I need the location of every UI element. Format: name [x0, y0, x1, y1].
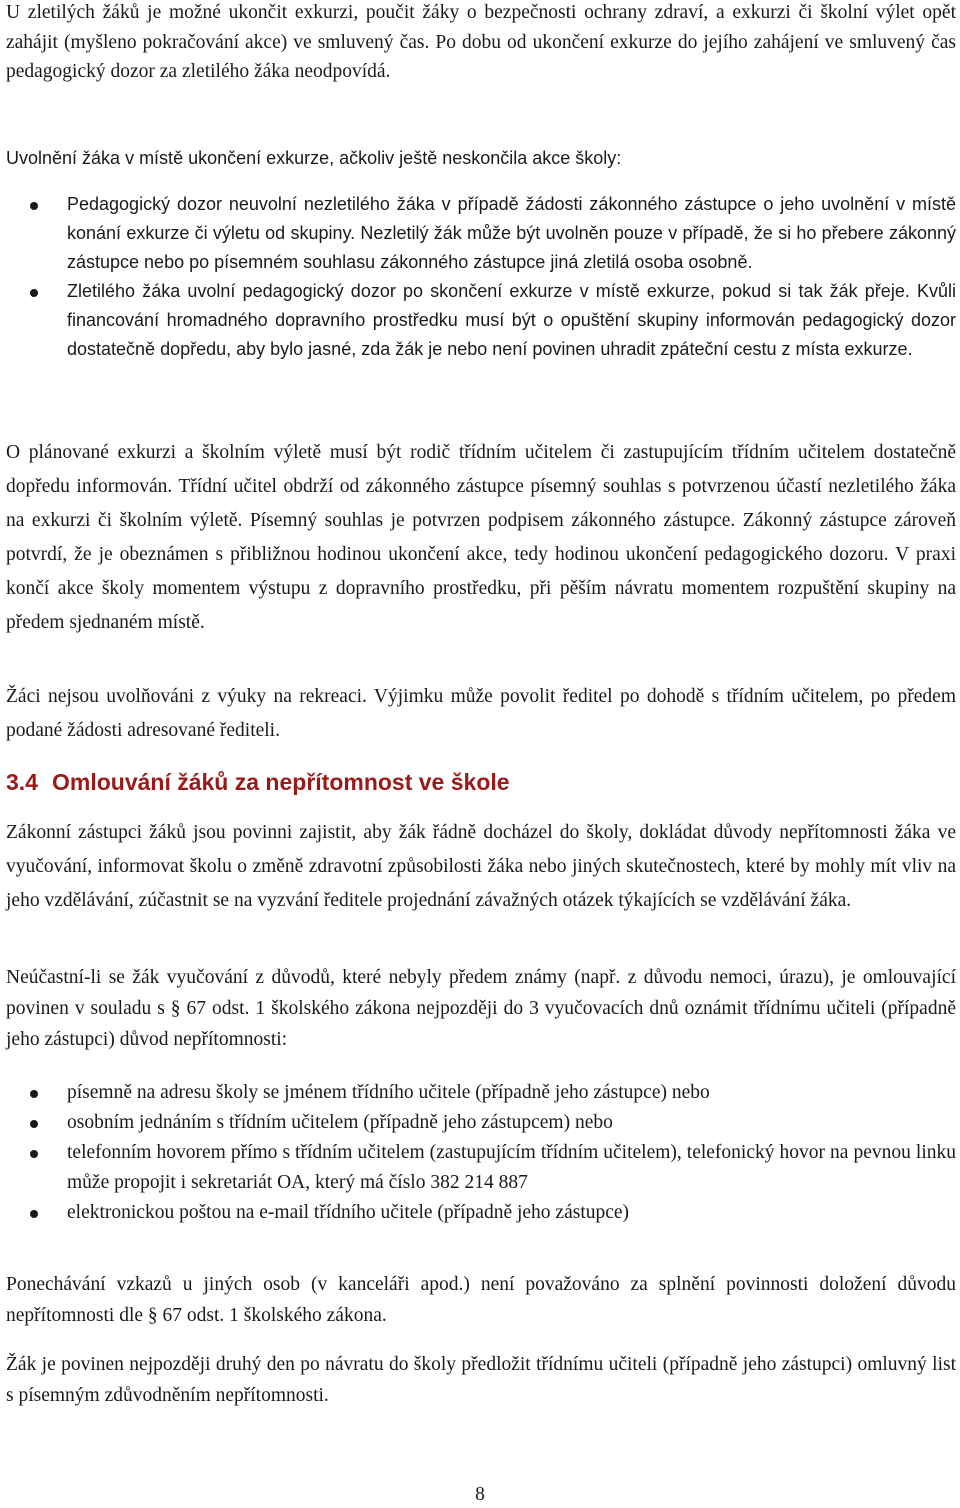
bullet-icon: [30, 1120, 38, 1128]
list-item: [6, 1078, 956, 1108]
bullet-icon: [30, 289, 38, 297]
bullet-icon: [30, 202, 38, 210]
list-item-text: Zletilého žáka uvolní pedagogický dozor po skončení exkurze v místě exkurze, pokud si tak žák přeje. Kvůli financování hromadného dopravního prostředku musí být o opuštění skupiny informován pedagogický dozor dostatečně dopředu, aby bylo jasné, zda žák je nebo není povinen uhradit zpáteční cestu z místa exkurze.: [67, 281, 956, 359]
list-item: [6, 190, 956, 277]
bullet-icon: [30, 1090, 38, 1098]
list-zpusoby-omluvy: [6, 1078, 956, 1228]
list-item: [6, 1108, 956, 1138]
list-item-text: Pedagogický dozor neuvolní nezletilého žáka v případě žádosti zákonného zástupce o jeho uvolnění v místě konání exkurze či výletu od skupiny. Nezletilý žák může být uvolněn pouze v případě, že si ho přebere zákonný zástupce nebo po písemném souhlasu zákonného zástupce jiná zletilá osoba osobně.: [67, 194, 956, 272]
paragraph-neucast: Neúčastní-li se žák vyučování z důvodů, které nebyly předem známy (např. z důvodu nemoci, úrazu), je omlouvající povinen v souladu s § 67 odst. 1 školského zákona nejpozději do 3 vyučovacích dnů oznámit třídnímu učiteli (případně jeho zástupci) důvod nepřítomnosti:: [6, 967, 956, 1050]
list-item-text: osobním jednáním s třídním učitelem (případně jeho zástupcem) nebo: [67, 1112, 613, 1133]
section-title: Omlouvání žáků za nepřítomnost ve škole: [51, 769, 510, 795]
list-item: [6, 277, 956, 364]
list-item-text: elektronickou poštou na e-mail třídního učitele (případně jeho zástupce): [67, 1202, 630, 1223]
paragraph-rekreace: Žáci nejsou uvolňováni z výuky na rekreaci. Výjimku může povolit ředitel po dohodě s třídním učitelem, po předem podané žádosti adresované řediteli.: [6, 686, 956, 741]
list-item-text: telefonním hovorem přímo s třídním učitelem (zastupujícím třídním učitelem), telefonický hovor na pevnou linku může propojit i sekretariát OA, který má číslo 382 214 887: [67, 1142, 956, 1193]
list-item: [6, 1198, 956, 1228]
section-number: 3.4: [6, 769, 38, 795]
bullet-icon: [30, 1150, 38, 1158]
paragraph-zakonni-zastupci: Zákonní zástupci žáků jsou povinni zajistit, aby žák řádně docházel do školy, dokládat důvody nepřítomnosti žáka ve vyučování, informovat školu o změně zdravotní způsobilosti žáka nebo jiných skutečnostech, které by mohly mít vliv na jeho vzdělávání, zúčastnit se na vyzvání ředitele projednání závažných otázek týkajících se vzdělávání žáka.: [6, 822, 956, 911]
paragraph-vzkazy: Ponechávání vzkazů u jiných osob (v kanceláři apod.) není považováno za splnění povinnosti doložení důvodu nepřítomnosti dle § 67 odst. 1 školského zákona.: [6, 1274, 956, 1326]
bullet-icon: [30, 1210, 38, 1218]
paragraph-uvolneni-zaka: Uvolnění žáka v místě ukončení exkurze, ačkoliv ještě neskončila akce školy:: [6, 148, 622, 168]
paragraph-omluvny-list: Žák je povinen nejpozději druhý den po návratu do školy předložit třídnímu učiteli (případně jeho zástupci) omluvný list s písemným zdůvodněním nepřítomnosti.: [6, 1354, 956, 1406]
paragraph-zletili-zaci: U zletilých žáků je možné ukončit exkurzi, poučit žáky o bezpečnosti ochrany zdraví, a exkurzi či školní výlet opět zahájit (myšleno pokračování akce) ve smluvený čas. Po dobu od ukončení exkurze do jejího zahájení ve smluvený čas pedagogický dozor za zletilého žáka neodpovídá.: [6, 2, 956, 82]
paragraph-planovane-exkurze: O plánované exkurzi a školním výletě musí být rodič třídním učitelem či zastupujícím třídním učitelem dostatečně dopředu informován. Třídní učitel obdrží od zákonného zástupce písemný souhlas s potvrzenou účastí nezletilého žáka na exkurzi či školním výletě. Písemný souhlas je potvrzen podpisem zákonného zástupce. Zákonný zástupce zároveň potvrdí, že je obeznámen s přibližnou hodinou ukončení akce, tedy hodinou ukončení pedagogického dozoru. V praxi končí akce školy momentem výstupu z dopravního prostředku, při pěším návratu momentem rozpuštění skupiny na předem sjednaném místě.: [6, 442, 956, 633]
list-item-text: písemně na adresu školy se jménem třídního učitele (případně jeho zástupce) nebo: [67, 1082, 710, 1103]
list-item: [6, 1138, 956, 1198]
list-uvolneni: [6, 190, 956, 364]
section-heading: [6, 766, 510, 798]
page-number: 8: [475, 1484, 485, 1505]
